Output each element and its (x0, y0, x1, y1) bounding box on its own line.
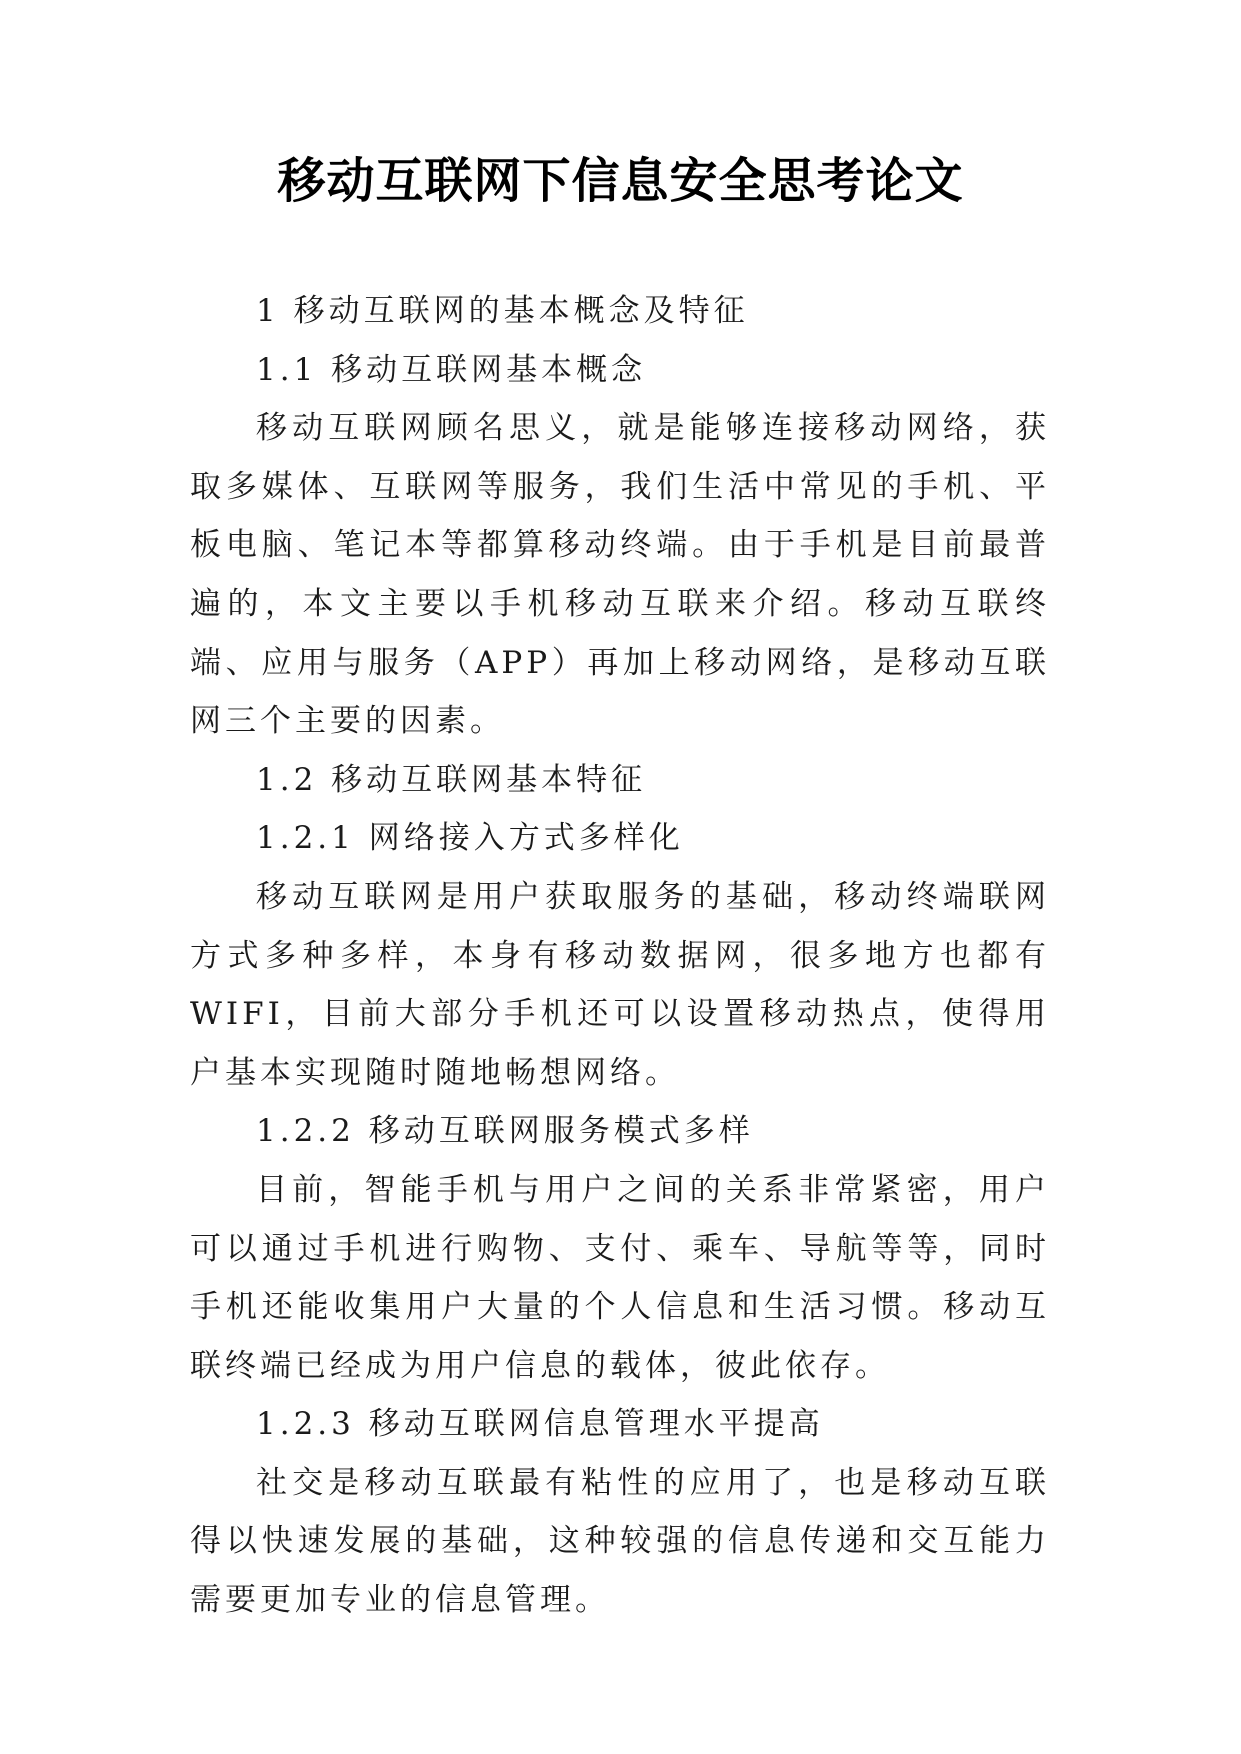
document-title: 移动互联网下信息安全思考论文 (277, 153, 964, 209)
section-heading-1-2: 1.2 移动互联网基本特征 (256, 761, 647, 798)
section-heading-1-2-2: 1.2.2 移动互联网服务模式多样 (256, 1113, 754, 1150)
paragraph-1-2-2: 目前，智能手机与用户之间的关系非常紧密，用户可以通过手机进行购物、支付、乘车、导航等等，同时手机还能收集用户大量的个人信息和生活习惯。移动互联终端已经成为用户信息的载体，彼此依存。 (190, 1171, 1050, 1384)
paragraph-1-2-1: 移动互联网是用户获取服务的基础，移动终端联网方式多种多样，本身有移动数据网，很多地方也都有WIFI，目前大部分手机还可以设置移动热点，使得用户基本实现随时随地畅想网络。 (190, 878, 1050, 1091)
section-heading-1-2-3: 1.2.3 移动互联网信息管理水平提高 (256, 1406, 824, 1443)
paragraph-1-2-3: 社交是移动互联最有粘性的应用了，也是移动互联得以快速发展的基础，这种较强的信息传递和交互能力需要更加专业的信息管理。 (190, 1464, 1050, 1619)
document-body (190, 282, 1050, 1630)
section-heading-1-2-1: 1.2.1 网络接入方式多样化 (256, 820, 684, 857)
section-heading-1: 1 移动互联网的基本概念及特征 (256, 293, 749, 329)
section-heading-1-1: 1.1 移动互联网基本概念 (256, 351, 647, 388)
paragraph-1-1: 移动互联网顾名思义，就是能够连接移动网络，获取多媒体、互联网等服务，我们生活中常见的手机、平板电脑、笔记本等都算移动终端。由于手机是目前最普遍的，本文主要以手机移动互联来介绍。移动互联终端、应用与服务（APP）再加上移动网络，是移动互联网三个主要的因素。 (190, 410, 1050, 740)
